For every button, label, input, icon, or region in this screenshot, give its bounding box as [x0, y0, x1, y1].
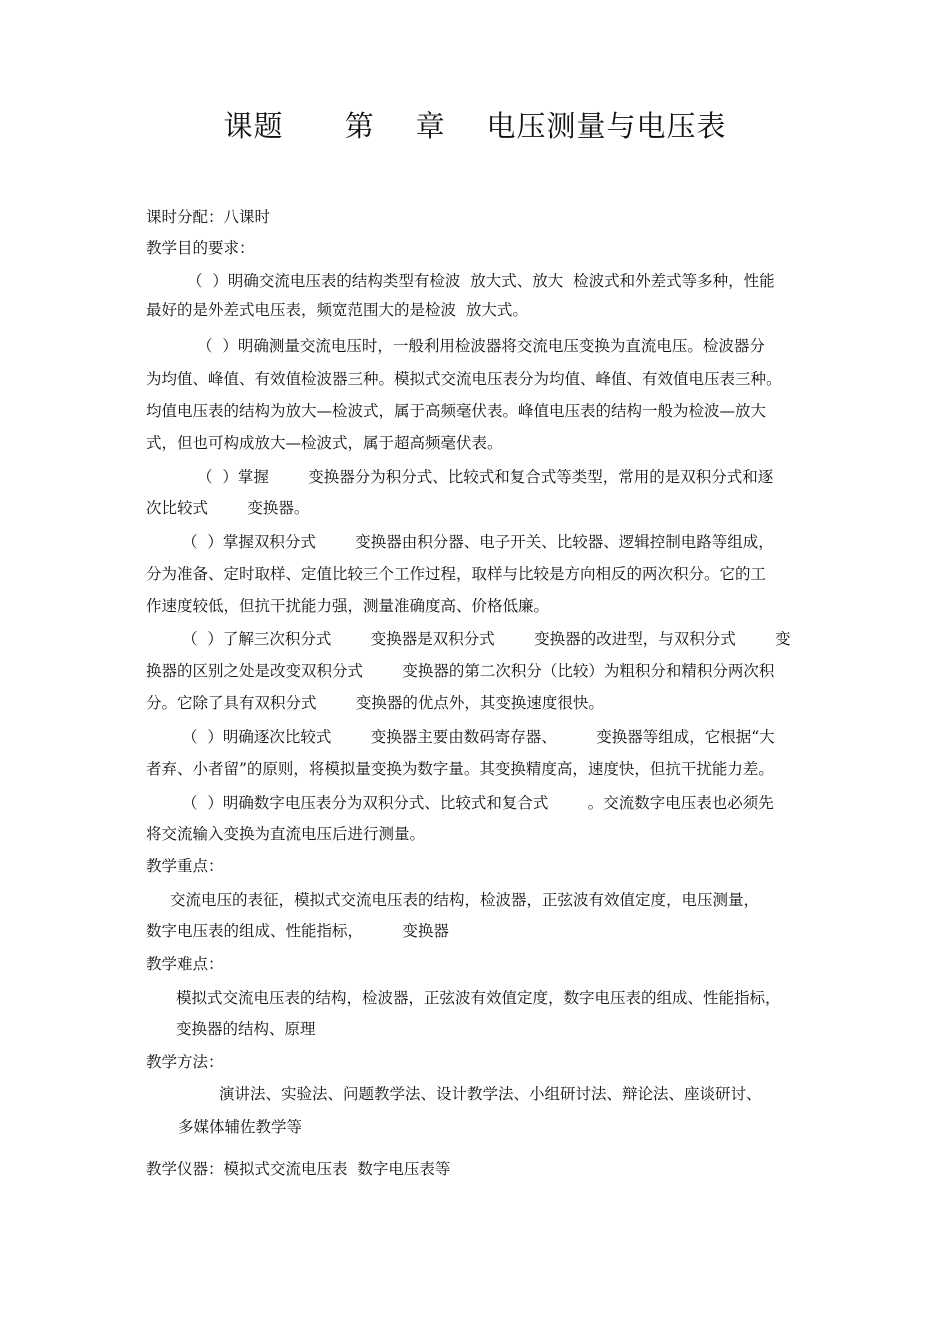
text-line: 分为准备、定时取样、定值比较三个工作过程，取样与比较是方向相反的两次积分。它的工 — [146, 565, 767, 583]
text-line: 均值电压表的结构为放大—检波式，属于高频毫伏表。峰值电压表的结构一般为检波—放大 — [146, 402, 767, 420]
page-title: 课题 第 章 电压测量与电压表 — [223, 109, 727, 143]
text-line: 数字电压表的组成、性能指标， 变换器 — [146, 922, 449, 940]
text-line: 课时分配：八课时 — [146, 208, 271, 226]
text-line: 将交流输入变换为直流电压后进行测量。 — [146, 825, 426, 843]
text-line: 演讲法、实验法、问题教学法、设计教学法、小组研讨法、辩论法、座谈研讨、 — [219, 1085, 762, 1103]
text-line: 模拟式交流电压表的结构，检波器，正弦波有效值定度，数字电压表的组成、性能指标， — [176, 989, 781, 1007]
section-heading: 教学难点： — [146, 955, 224, 973]
section-heading: 教学方法： — [146, 1053, 224, 1071]
text-line: （ ）明确数字电压表分为双积分式、比较式和复合式 。交流数字电压表也必须先 — [182, 794, 774, 812]
text-line: （ ）明确交流电压表的结构类型有检波 放大式、放大 检波式和外差式等多种，性能 — [187, 272, 775, 290]
section-heading: 教学重点： — [146, 857, 224, 875]
text-line: （ ）明确测量交流电压时，一般利用检波器将交流电压变换为直流电压。检波器分 — [197, 337, 765, 355]
text-line: 式，但也可构成放大—检波式，属于超高频毫伏表。 — [146, 434, 503, 452]
text-line: （ ）掌握 变换器分为积分式、比较式和复合式等类型，常用的是双积分式和逐 — [197, 468, 774, 486]
text-line: 交流电压的表征，模拟式交流电压表的结构，检波器，正弦波有效值定度，电压测量， — [170, 891, 760, 909]
text-line: 教学目的要求： — [146, 239, 255, 257]
text-line: 者弃、小者留”的原则，将模拟量变换为数字量。其变换精度高，速度快，但抗干扰能力差。 — [146, 760, 774, 778]
text-line: 教学仪器：模拟式交流电压表 数字电压表等 — [146, 1160, 451, 1178]
text-line: 作速度较低，但抗干扰能力强，测量准确度高、价格低廉。 — [146, 597, 550, 615]
text-line: 换器的区别之处是改变双积分式 变换器的第二次积分（比较）为粗积分和精积分两次积 — [146, 662, 775, 680]
text-line: （ ）了解三次积分式 变换器是双积分式 变换器的改进型，与双积分式 变 — [182, 630, 791, 648]
text-line: 变换器的结构、原理 — [176, 1020, 316, 1038]
text-line: （ ）明确逐次比较式 变换器主要由数码寄存器、 变换器等组成，它根据“大 — [182, 728, 775, 746]
text-line: 多媒体辅佐教学等 — [178, 1118, 303, 1136]
text-line: 最好的是外差式电压表，频宽范围大的是检波 放大式。 — [146, 301, 528, 319]
text-line: 分。它除了具有双积分式 变换器的优点外，其变换速度很快。 — [146, 694, 604, 712]
text-line: （ ）掌握双积分式 变换器由积分器、电子开关、比较器、逻辑控制电路等组成， — [182, 533, 774, 551]
text-line: 为均值、峰值、有效值检波器三种。模拟式交流电压表分为均值、峰值、有效值电压表三种。 — [146, 370, 782, 388]
text-line: 次比较式 变换器。 — [146, 499, 310, 517]
